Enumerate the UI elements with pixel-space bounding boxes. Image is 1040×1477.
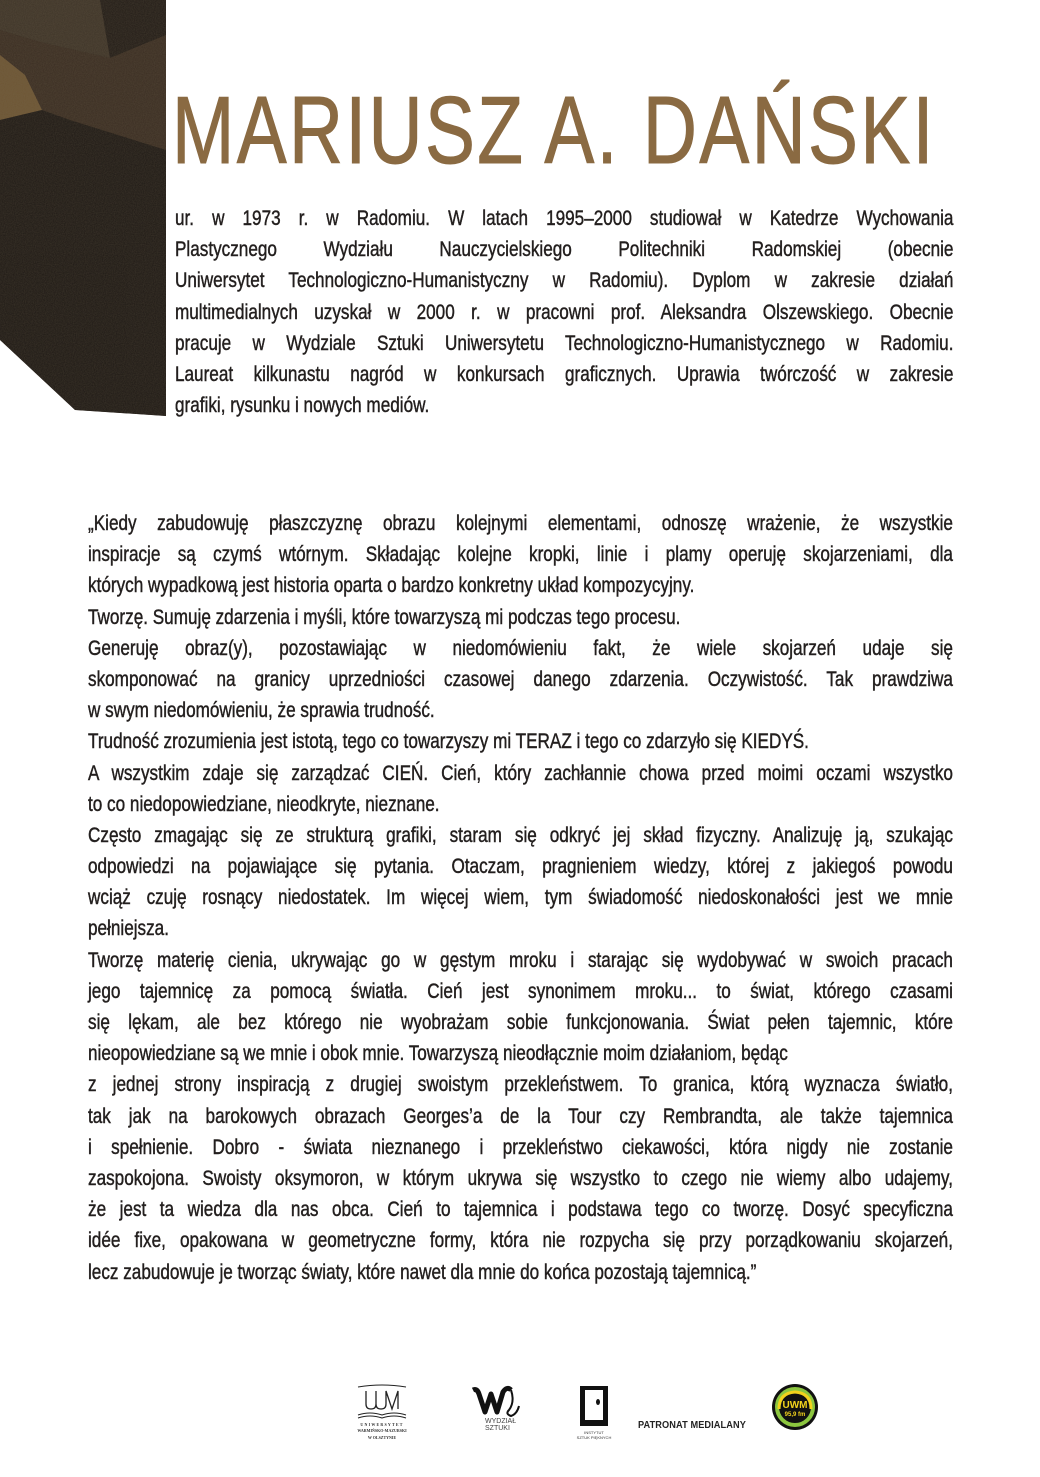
quote-line: że jest ta wiedza dla nas obca. Cień to tajemnica i podstawa tego co tworzę. Dosyć specyficzna (88, 1198, 953, 1222)
ws-caption-line: SZTUKI (485, 1425, 510, 1432)
artist-name-heading (172, 76, 972, 186)
quote-line: z jednej strony inspiracją z drugiej swoistym przekleństwem. To granica, którą wyznacza światło, (88, 1073, 953, 1097)
sponsor-logos (0, 1378, 1040, 1448)
isp-caption-line: INSTYTUT (584, 1430, 604, 1435)
bio-line: multimedialnych uzyskał w 2000 r. w pracowni prof. Aleksandra Olszewskiego. Obecnie (175, 300, 954, 324)
radio-name: UWM (782, 1400, 808, 1411)
uwm-caption-line: W OLSZTYNIE (367, 1435, 397, 1440)
quote-line: Generuję obraz(y), pozostawiając w niedomówieniu fakt, że wiele skojarzeń udaje się (88, 636, 953, 660)
quote-line: i spełnienie. Dobro - świata nieznanego i przekleństwo ciekawości, która nigdy nie zostanie (88, 1135, 953, 1159)
quote-line: nieopowiedziane są we mnie i obok mnie. Towarzyszą nieodłącznie moim działaniom, będąc (88, 1042, 788, 1066)
quote-line: Tworzę materię cienia, ukrywając go w gęstym mroku i starając się wydobywać w swoich pracach (88, 948, 953, 972)
quote-line: inspiracje są czymś wtórnym. Składając kolejne kropki, linie i plamy operuję skojarzeniami, dla (88, 543, 953, 567)
instytut-sztuk-pieknych-logo (574, 1382, 614, 1444)
bio-line: Plastycznego Wydziału Nauczycielskiego Politechniki Radomskiej (obecnie (175, 238, 954, 262)
quote-line: zaspokojona. Swoisty oksymoron, w którym ukrywa się wszystko to czego nie wiemy albo udajemy, (88, 1166, 953, 1190)
quote-line: których wypadkową jest historia oparta o bardzo konkretny układ kompozycyjny. (88, 574, 695, 598)
quote-line: lecz zabudowuje je tworząc światy, które nawet dla mnie do końca pozostają tajemnicą.” (88, 1260, 757, 1284)
wydzial-sztuki-logo (467, 1384, 523, 1434)
painting-fragment (0, 0, 166, 416)
bio-line: Uniwersytet Technologiczno-Humanistyczny w Radomiu). Dyplom w zakresie działań (175, 269, 954, 293)
quote-line: pełniejsza. (88, 917, 169, 941)
quote-line: idée fixe, opakowana w geometryczne formy, która nie rozpycha się przy porządkowaniu skojarzeń, (88, 1229, 953, 1253)
quote-line: się lękam, ale bez którego nie wyobrażam sobie funkcjonowania. Świat pełen tajemnic, które (88, 1011, 953, 1034)
uwm-caption-line: UNIWERSYTET (360, 1422, 404, 1427)
quote-line: A wszystkim zdaje się zarządzać CIEŃ. Cień, który zachłannie chowa przed moimi oczami wszystko (88, 761, 953, 785)
quote-line: wciąż czuję rosnący niedostatek. Im więcej wiem, tym świadomość niedoskonałości jest we mnie (88, 886, 953, 910)
bio-line: grafiki, rysunku i nowych mediów. (175, 394, 430, 418)
quote-line: to co niedopowiedziane, nieodkryte, nieznane. (88, 792, 440, 816)
quote-line: skomponować na granicy uprzedniości czasowej danego zdarzenia. Oczywistość. Tak prawdziwa (88, 667, 953, 691)
ws-caption-line: WYDZIAŁ (485, 1418, 517, 1425)
quote-line: „Kiedy zabudowuję płaszczyznę obrazu kolejnymi elementami, odnoszę wrażenie, że wszystkie (88, 512, 953, 535)
uwm-caption-line: WARMIŃSKO-MAZURSKI (357, 1428, 407, 1433)
quote-line: tak jak na barokowych obrazach Georges’a de la Tour czy Rembrandta, ale także tajemnica (88, 1104, 953, 1128)
quote-line: Tworzę. Sumuję zdarzenia i myśli, które towarzyszą mi podczas tego procesu. (88, 605, 681, 629)
bio-line: Laureat kilkunastu nagród w konkursach graficznych. Uprawia twórczość w zakresie (175, 362, 954, 386)
quote-line: Trudność zrozumienia jest istotą, tego co towarzyszy mi TERAZ i tego co zdarzyło się KIEDYŚ. (88, 730, 809, 754)
radio-frequency: 95,9 fm (784, 1412, 806, 1418)
artist-statement-quote (88, 508, 953, 1288)
bio-line: ur. w 1973 r. w Radomiu. W latach 1995–2000 studiował w Katedrze Wychowania (175, 207, 954, 230)
quote-line: jego tajemnicę za pomocą światła. Cień jest synonimem mroku... to świat, którego czasami (88, 979, 953, 1003)
uwm-university-logo (352, 1382, 412, 1444)
media-patronage-label: PATRONAT MEDIALANY (638, 1420, 746, 1431)
quote-line: w swym niedomówieniu, że sprawia trudność. (88, 699, 435, 723)
bio-line: pracuje w Wydziale Sztuki Uniwersytetu Technologiczno-Humanistycznego w Radomiu. (175, 331, 954, 355)
biography-paragraph (175, 203, 953, 421)
isp-caption-line: SZTUK PIĘKNYCH (576, 1435, 612, 1440)
quote-line: odpowiedzi na pojawiające się pytania. Otaczam, pragnieniem wiedzy, której z jakiegoś powodu (88, 855, 953, 879)
radio-uwm-fm-logo (771, 1383, 819, 1431)
quote-line: Często zmagając się ze strukturą grafiki, staram się odkryć jej skład fizyczny. Analizuję ją, szukając (88, 823, 953, 847)
artist-name-text: MARIUSZ A. DAŃSKI (172, 77, 936, 184)
